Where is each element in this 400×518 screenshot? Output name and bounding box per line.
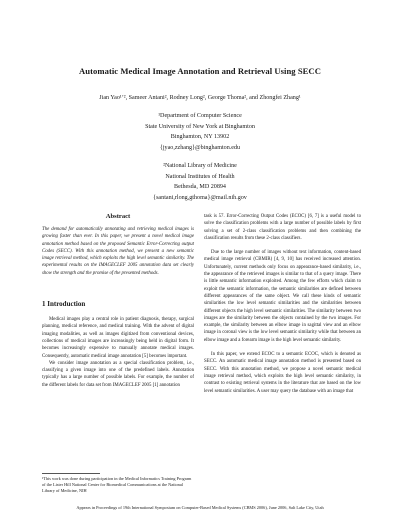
- introduction-heading: 1 Introduction: [42, 300, 86, 309]
- affiliation-binghamton: [0, 111, 400, 154]
- affiliation-line: ²National Library of Medicine: [163, 163, 237, 169]
- affiliation-email: {santani,rlong,gthoma}@mail.nih.gov: [153, 195, 247, 202]
- left-column: [42, 213, 194, 389]
- right-column: [204, 213, 361, 395]
- affiliation-line: National Institutes of Health: [165, 173, 235, 180]
- affiliation-line: ¹Department of Computer Science: [158, 113, 242, 119]
- body-paragraph-ecoc: task is 57. Error-Correcting Output Codes (ECOC) [6, 7] is a useful model to solve the classification problems with a large number of possible labels by first solving a set of 2-class classification problems and then combining the classification results from these 2-class classifiers.: [204, 214, 361, 241]
- affiliation-nlm: [0, 161, 400, 204]
- author-list: Jian Yao¹ʼ², Sameer Antani², Rodney Long², George Thoma², and Zhongfei Zhang¹: [99, 95, 301, 101]
- abstract-text: The demand for automatically annotating and retrieving medical images is growing faster than ever. In this paper, we present a novel medical image annotation method based on the proposed Semantic Error-Correcting output Codes (SECC). With this annotation method, we present a new semantic image retrieval method, which exploits the high level semantic similarity. The experimental results on the IMAGECLEF 2005 annotation data set clearly show the strength and the promise of the presented methods.: [42, 227, 194, 276]
- page-footer: Appears in Proceedings of 19th International Symposium on Computer-Based Medical Systems (CBMS 2006), June 2006, Salt Lake City, Utah: [76, 505, 324, 510]
- affiliation-line: Binghamton, NY 13902: [170, 134, 230, 141]
- intro-paragraph-1: Medical images play a central role in patient diagnosis, therapy, surgical planning, medical reference, and medical training. With the advent of digital imaging modalities, as well as images digitized from conventional devices, collections of medical images are increasingly being held in digital form. It becomes increasingly expensive to manually annotate medical images. Consequently, automatic medical image annotation [5] becomes important.: [42, 317, 194, 359]
- footnote-divider: [42, 473, 100, 474]
- abstract-heading: Abstract: [105, 213, 131, 220]
- affiliation-line: State University of New York at Binghamton: [145, 123, 255, 130]
- body-paragraph-secc: In this paper, we extend ECOC to a semantic ECOC, which is denoted as SECC. An automatic medical image annotation method is presented based on SECC. With this annotation method, we propose a novel semantic medical image retrieval method, which exploits the high level semantic similarity, in contrast to existing retrieval systems in the literature that are based on the low level semantic similarities. A user may query the database with an image that: [204, 352, 361, 394]
- paper-title: Automatic Medical Image Annotation and Retrieval Using SECC: [79, 66, 321, 76]
- footnote: ¹This work was done during participation in the Medical Informatics Training Program of the Lister Hill National Center for Biomedical Communications at the National Library of Medicine, NIH: [42, 476, 192, 493]
- affiliation-line: Bethesda, MD 20894: [174, 184, 226, 191]
- body-paragraph-cbmir: Due to the large number of images without text information, content-based medical image retrieval (CBMIR) [4, 9, 10] has received increased attention. Unfortunately, current methods only focus on appearance-based similarity, i.e., the appearance of the retrieved images is similar to that of a query image. There is little semantic information exploited. Among the few efforts which claim to exploit the semantic information, the semantic similarities are defined between different appearances of the same object. We call these kinds of semantic similarities the low level semantic similarities and the similarities between different objects the high level semantic similarities. The similarity between two images are the similarity between the objects contained by the two images. For example, the similarity between an elbow image in sagittal view and an elbow image in coronal view is the low level semantic similarity while that between an elbow image and a forearm image is the high level semantic similarity.: [204, 250, 361, 343]
- affiliation-email: {jyao,zzhang}@binghamton.edu: [159, 145, 241, 152]
- intro-paragraph-2: We consider image annotation as a special classification problem, i.e., classifying a given image into one of the predefined labels. Annotation typically has a large number of possible labels. For example, the number of the different labels for data set from IMAGECLEF 2005 [1] annotation: [42, 360, 194, 388]
